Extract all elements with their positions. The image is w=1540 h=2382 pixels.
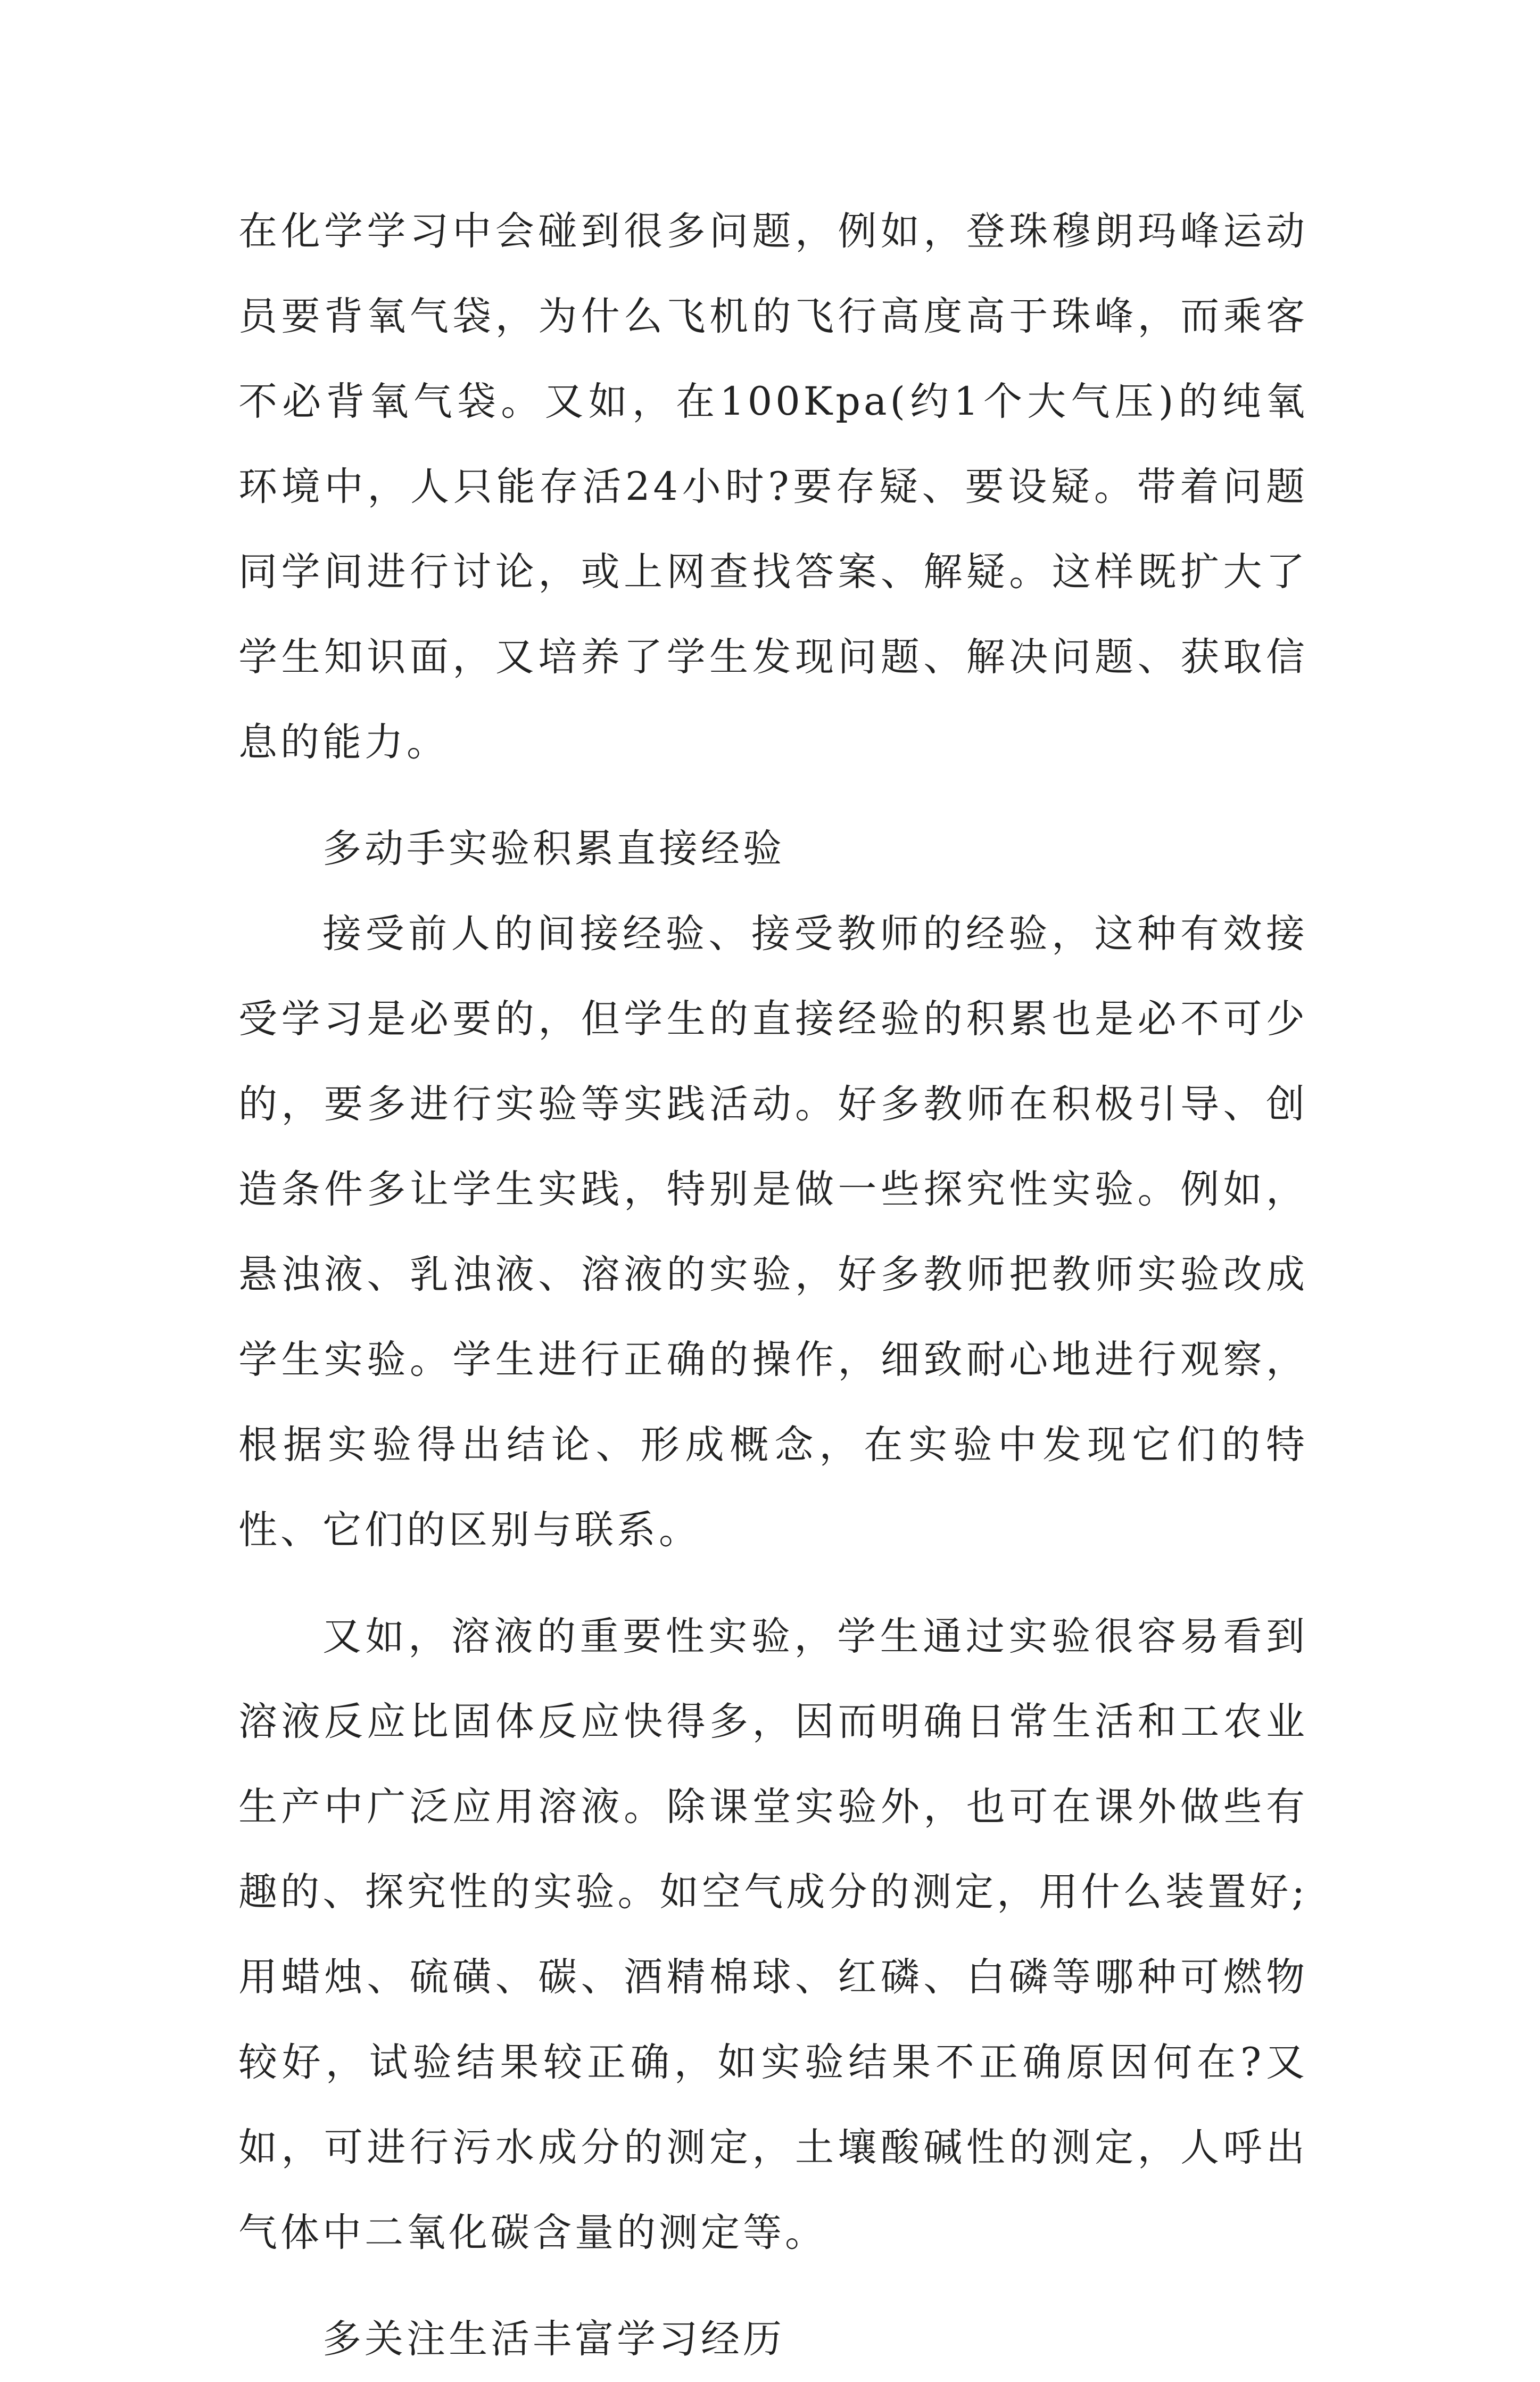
paragraph-gap (238, 1573, 1308, 1594)
paragraph-intro-questions: 在化学学习中会碰到很多问题，例如，登珠穆朗玛峰运动员要背氧气袋，为什么飞机的飞行高度高于珠峰，而乘客不必背氧气袋。又如，在100Kpa(约1个大气压)的纯氧环境中，人只能存活24小时?要存疑、要设疑。带着问题同学间进行讨论，或上网查找答案、解疑。这样既扩大了学生知识面，又培养了学生发现问题、解决问题、获取信息的能力。 (238, 209, 1308, 765)
paragraph-solution-experiments: 又如，溶液的重要性实验，学生通过实验很容易看到溶液反应比固体反应快得多，因而明确日常生活和工农业生产中广泛应用溶液。除课堂实验外，也可在课外做些有趣的、探究性的实验。如空气成分的测定，用什么装置好;用蜡烛、硫磺、碳、酒精棉球、红磷、白磷等哪种可燃物较好，试验结果较正确，如实验结果不正确原因何在?又如，可进行污水成分的测定，土壤酸碱性的测定，人呼出气体中二氧化碳含量的测定等。 (238, 1614, 1308, 2255)
paragraph-gap (238, 785, 1308, 806)
section-heading-life: 多关注生活丰富学习经历 (322, 2317, 785, 2362)
section-heading-experiments: 多动手实验积累直接经验 (322, 826, 785, 871)
document-body (238, 189, 1308, 2382)
paragraph-gap (238, 2276, 1308, 2297)
paragraph-direct-experience: 接受前人的间接经验、接受教师的经验，这种有效接受学习是必要的，但学生的直接经验的积累也是必不可少的，要多进行实验等实践活动。好多教师在积极引导、创造条件多让学生实践，特别是做一些探究性实验。例如，悬浊液、乳浊液、溶液的实验，好多教师把教师实验改成学生实验。学生进行正确的操作，细致耐心地进行观察，根据实验得出结论、形成概念，在实验中发现它们的特性、它们的区别与联系。 (238, 911, 1308, 1553)
